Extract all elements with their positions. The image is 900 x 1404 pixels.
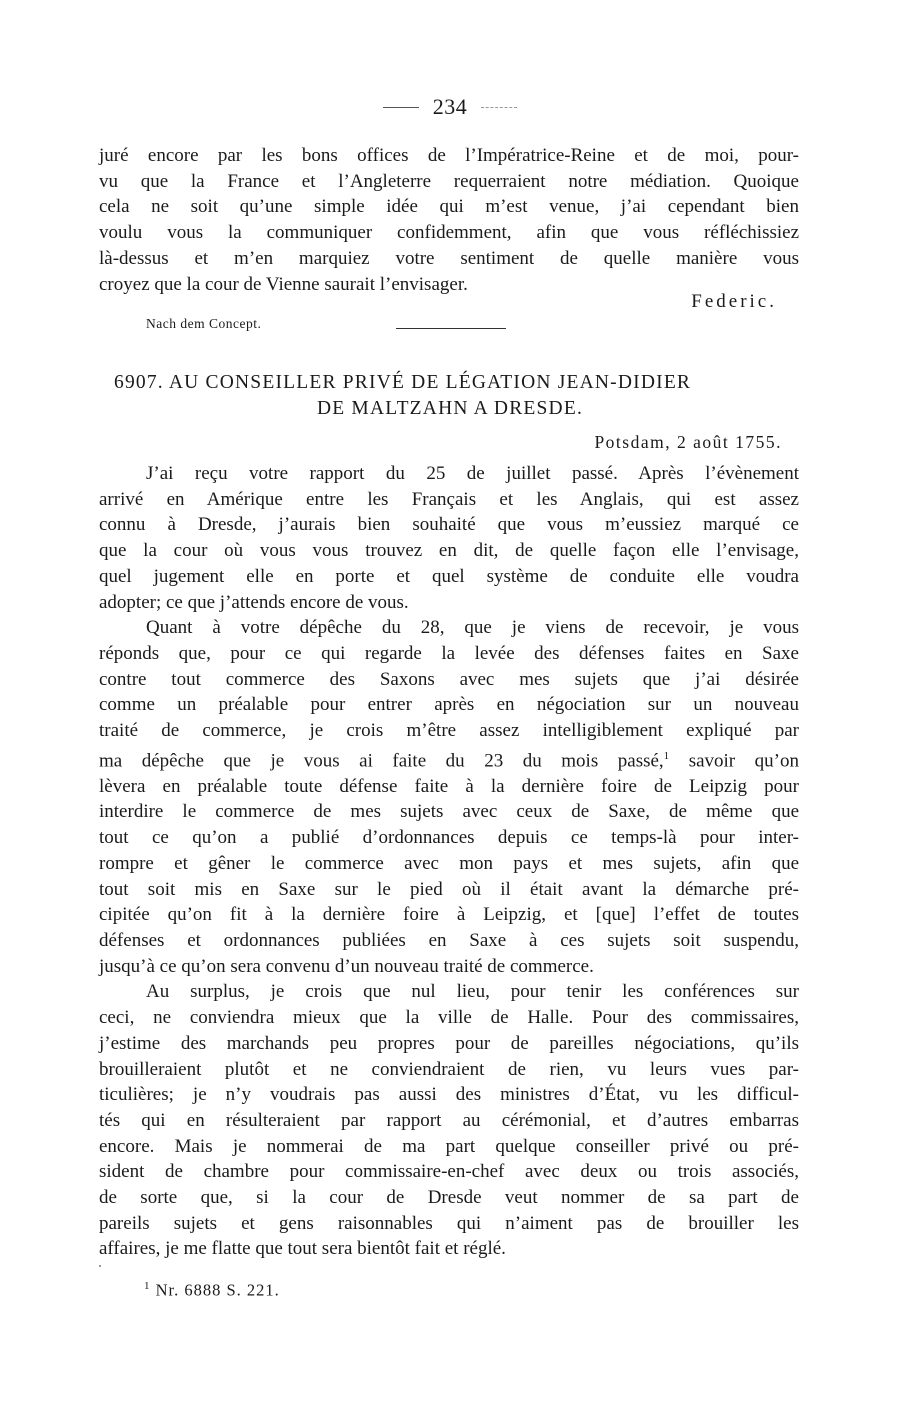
footnote-divider xyxy=(99,1265,101,1267)
text-line: voulu vous la communiquer confidemment, afin que vous réfléchissiez xyxy=(99,222,799,244)
text-line: Au surplus, je crois que nul lieu, pour tenir les conférences sur xyxy=(146,981,799,1003)
text-line: rompre et gêner le commerce avec mon pays et mes sujets, afin que xyxy=(99,852,799,874)
text-line: arrivé en Amérique entre les Français et les Anglais, qui est assez xyxy=(99,488,799,510)
text-line: ticulières; je n’y voudrais pas aussi des ministres d’État, vu les difficul- xyxy=(99,1084,799,1106)
text-line: comme un préalable pour entrer après en négociation sur un nouveau xyxy=(99,694,799,716)
letter-heading xyxy=(114,370,794,422)
text-segment: savoir qu’on xyxy=(669,750,799,772)
footnote-mark: 1 xyxy=(144,1280,151,1292)
signature: Federic. xyxy=(691,291,777,313)
text-line: cela ne soit qu’une simple idée qui m’est venue, j’ai cependant bien xyxy=(99,196,799,218)
header-rule-right xyxy=(481,107,517,108)
heading-line-1: 6907. AU CONSEILLER PRIVÉ DE LÉGATION JEAN-DIDIER xyxy=(114,372,692,393)
text-line: quel jugement elle en porte et quel système de conduite elle voudra xyxy=(99,565,799,587)
text-line: traité de commerce, je crois m’être assez intelligiblement expliqué par xyxy=(99,720,799,742)
text-line: contre tout commerce des Saxons avec mes sujets que j’ai désirée xyxy=(99,668,799,690)
text-line: tés qui en résulteraient par rapport au cérémonial, et d’autres embarras xyxy=(99,1109,799,1131)
text-line: là-dessus et m’en marquiez votre sentiment de quelle manière vous xyxy=(99,247,799,269)
page-number: 234 xyxy=(432,94,468,119)
footnote-reference[interactable]: 1 xyxy=(663,749,670,762)
text-line: connu à Dresde, j’aurais bien souhaité que vous m’eussiez marqué ce xyxy=(99,514,799,536)
paragraph-2 xyxy=(99,615,799,979)
text-line: J’ai reçu votre rapport du 25 de juillet passé. Après l’évènement xyxy=(146,463,799,484)
text-line: Quant à votre dépêche du 28, que je viens de recevoir, je vous xyxy=(146,617,799,639)
text-line: interdire le commerce de mes sujets avec ceux de Saxe, de même que xyxy=(99,801,799,823)
paragraph-3 xyxy=(99,979,799,1262)
dateline: Potsdam, 2 août 1755. xyxy=(594,432,782,452)
section-divider xyxy=(396,328,506,329)
text-line: brouilleraient plutôt et ne conviendraient de rien, vu leurs vues par- xyxy=(99,1058,799,1080)
letter-body xyxy=(99,461,799,1262)
text-line: juré encore par les bons offices de l’Impératrice-Reine et de moi, pour- xyxy=(99,145,799,166)
text-line: encore. Mais je nommerai de ma part quelque conseiller privé ou pré- xyxy=(99,1135,799,1157)
text-line-with-footnote xyxy=(99,744,799,774)
text-line: que la cour où vous vous trouvez en dit, de quelle façon elle l’envisage, xyxy=(99,540,799,562)
text-line: réponds que, pour ce qui regarde la levée des défenses faites en Saxe xyxy=(99,642,799,664)
footnote xyxy=(144,1280,280,1301)
header-rule-left xyxy=(383,107,419,108)
text-line: j’estime des marchands peu propres pour de pareilles négociations, qu’ils xyxy=(99,1032,799,1054)
previous-letter-end xyxy=(99,143,799,337)
text-line: jusqu’à ce qu’on sera convenu d’un nouveau traité de commerce. xyxy=(99,955,594,977)
page-header xyxy=(0,94,900,120)
text-line: cipitée qu’on fit à la dernière foire à Leipzig, et [que] l’effet de toutes xyxy=(99,904,799,926)
text-line: affaires, je me flatte que tout sera bientôt fait et réglé. xyxy=(99,1238,506,1260)
paragraph-1 xyxy=(99,461,799,615)
closing-row xyxy=(99,291,799,337)
previous-letter-paragraph xyxy=(99,143,799,297)
text-line: ceci, ne conviendra mieux que la ville de Halle. Pour des commissaires, xyxy=(99,1007,799,1029)
text-line: défenses et ordonnances publiées en Saxe à ces sujets soit suspendu, xyxy=(99,929,799,951)
text-line: croyez que la cour de Vienne saurait l’envisager. xyxy=(99,273,468,295)
text-segment: ma dépêche que je vous ai faite du 23 du mois passé, xyxy=(99,750,664,772)
text-line: vu que la France et l’Angleterre requerraient notre médiation. Quoique xyxy=(99,170,799,192)
heading-line-2: DE MALTZAHN A DRESDE. xyxy=(316,398,584,419)
text-line: lèvera en préalable toute défense faite à la dernière foire de Leipzig pour xyxy=(99,775,799,797)
text-line: sident de chambre pour commissaire-en-chef avec deux ou trois associés, xyxy=(99,1161,799,1183)
text-line: pareils sujets et gens raisonnables qui n’aiment pas de brouiller les xyxy=(99,1212,799,1234)
text-line: tout soit mis en Saxe sur le pied où il était avant la démarche pré- xyxy=(99,878,799,900)
text-line: adopter; ce que j’attends encore de vous. xyxy=(99,591,409,613)
footnote-text: Nr. 6888 S. 221. xyxy=(155,1280,280,1300)
text-line: de sorte que, si la cour de Dresde veut nommer de sa part de xyxy=(99,1187,799,1209)
text-line: tout ce qu’on a publié d’ordonnances depuis ce temps-là pour inter- xyxy=(99,827,799,849)
source-note: Nach dem Concept. xyxy=(146,316,262,332)
